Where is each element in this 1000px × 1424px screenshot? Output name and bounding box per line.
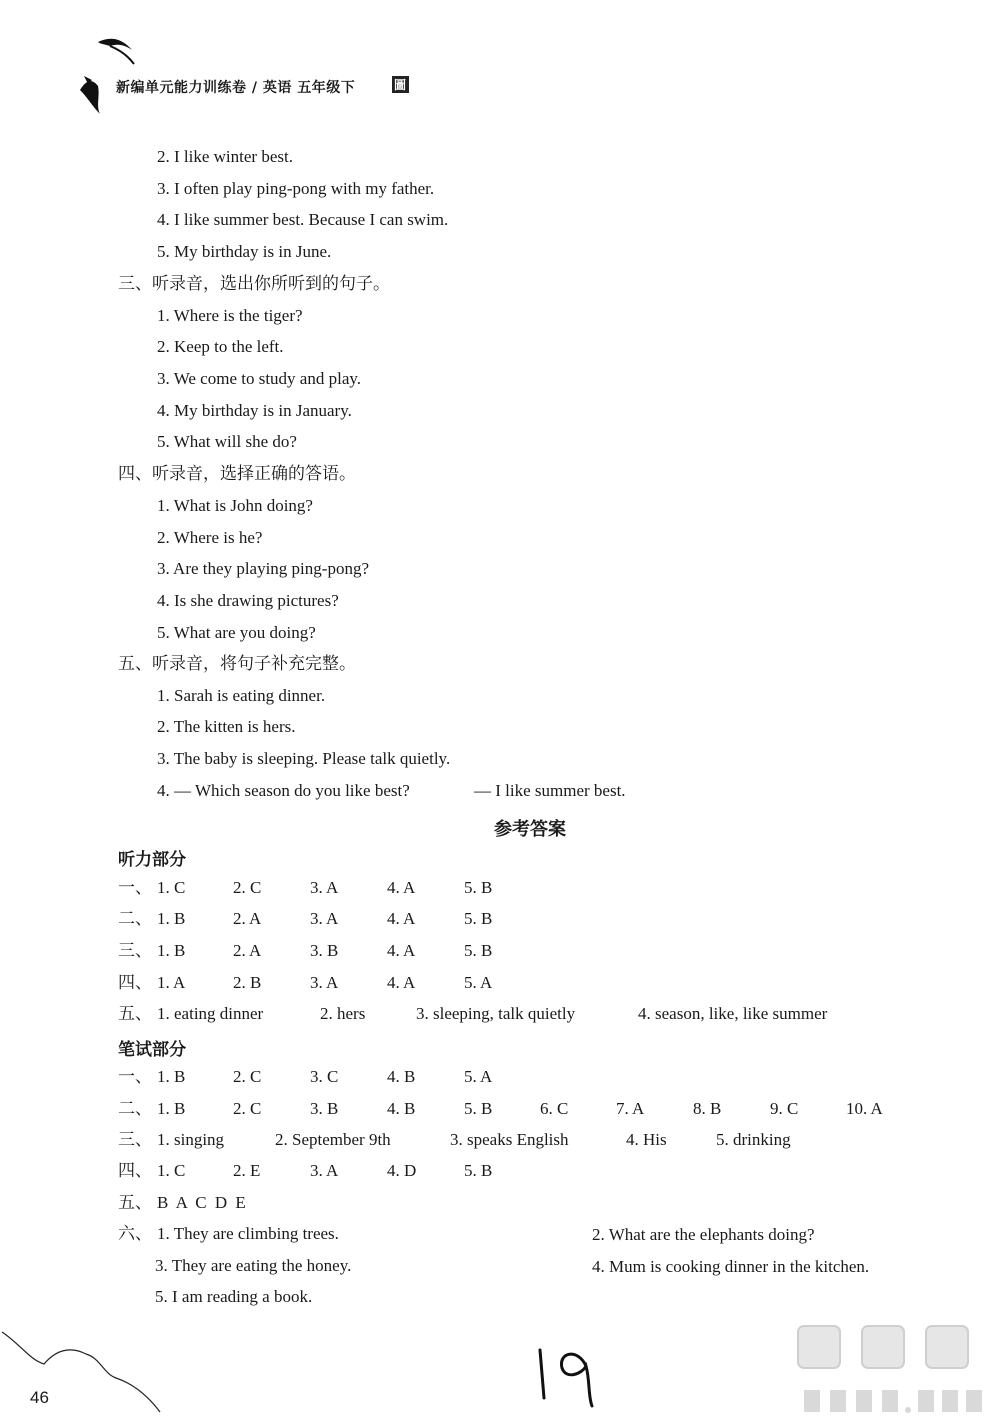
answer-cell: 1. They are climbing trees. [157,1224,339,1243]
answer-cell: 1. eating dinner [157,1004,264,1023]
answer-cell: 1. A [157,973,186,992]
answer-cell: 4. A [387,909,416,928]
section-title: 四、听录音，选择正确的答语。 [118,464,356,483]
answer-cell: 2. September 9th [275,1130,391,1149]
answer-cell: 7. A [616,1099,645,1118]
answer-cell: 9. C [770,1099,799,1118]
answer-cell: 3. C [310,1067,339,1086]
list-item: 5. My birthday is in June. [157,242,332,261]
answer-cell: 2. hers [320,1004,366,1023]
answer-cell: 4. Mum is cooking dinner in the kitchen. [592,1257,870,1276]
answer-cell: B A C D E [157,1193,246,1212]
part-title-listening: 听力部分 [118,850,186,870]
answer-cell: 1. C [157,1161,186,1180]
row-label: 四、 [118,1161,152,1180]
answer-cell: 1. C [157,878,186,897]
list-item: 3. We come to study and play. [157,369,362,388]
answer-cell: 4. A [387,878,416,897]
answer-cell: 3. B [310,1099,339,1118]
answer-cell: 4. A [387,941,416,960]
list-item: 4. My birthday is in January. [157,401,352,420]
answer-cell: 5. A [464,1067,493,1086]
answer-cell: 3. A [310,909,339,928]
section-title: 三、听录音，选出你所听到的句子。 [118,274,390,293]
answer-cell: 4. B [387,1067,416,1086]
answer-cell: 2. A [233,909,262,928]
answer-cell: 2. C [233,1067,262,1086]
list-item: 5. What are you doing? [157,623,316,642]
section-title: 五、听录音，将句子补充完整。 [118,654,356,673]
answer-cell: 4. D [387,1161,417,1180]
row-label: 四、 [118,973,152,992]
answer-cell: 2. B [233,973,262,992]
answer-cell: 3. A [310,878,339,897]
answer-cell: 4. His [626,1130,667,1149]
page-number: 46 [30,1388,49,1407]
answer-cell: 6. C [540,1099,569,1118]
answer-cell: 4. season, like, like summer [638,1004,828,1023]
row-label: 六、 [118,1224,152,1243]
list-item: 5. What will she do? [157,432,297,451]
answer-cell: 5. I am reading a book. [155,1287,313,1306]
row-label: 五、 [118,1004,152,1023]
list-item: — I like summer best. [474,781,626,800]
answer-cell: 4. A [387,973,416,992]
list-item: 1. What is John doing? [157,496,313,515]
row-label: 三、 [118,941,152,960]
row-label: 三、 [118,1130,152,1149]
answer-cell: 8. B [693,1099,722,1118]
list-item: 2. The kitten is hers. [157,717,296,736]
decorative-swoosh [0,1320,170,1419]
list-item: 4. — Which season do you like best? [157,781,410,800]
answer-cell: 5. B [464,878,493,897]
row-label: 二、 [118,909,152,928]
answer-cell: 2. A [233,941,262,960]
list-item: 3. The baby is sleeping. Please talk quietly. [157,749,451,768]
answer-cell: 1. B [157,1099,186,1118]
answers-title: 参考答案 [494,819,566,840]
row-label: 二、 [118,1099,152,1118]
list-item: 2. Where is he? [157,528,263,547]
answer-cell: 3. speaks English [450,1130,569,1149]
answer-cell: 2. What are the elephants doing? [592,1225,815,1244]
header-title: 新编单元能力训练卷 / 英语 五年级下 [116,80,356,96]
list-item: 1. Where is the tiger? [157,306,303,325]
answer-cell: 1. B [157,909,186,928]
answer-cell: 3. They are eating the honey. [155,1256,352,1275]
answer-cell: 5. B [464,1161,493,1180]
list-item: 4. I like summer best. Because I can swim. [157,210,449,229]
list-item: 2. I like winter best. [157,147,293,166]
list-item: 3. I often play ping-pong with my father. [157,179,435,198]
answer-cell: 1. B [157,941,186,960]
answer-cell: 1. B [157,1067,186,1086]
answer-cell: 5. drinking [716,1130,791,1149]
answer-cell: 2. C [233,1099,262,1118]
list-item: 1. Sarah is eating dinner. [157,686,326,705]
answer-cell: 4. B [387,1099,416,1118]
answer-cell: 3. A [310,1161,339,1180]
answer-cell: 10. A [846,1099,883,1118]
answer-cell: 5. A [464,973,493,992]
answer-cell: 1. singing [157,1130,225,1149]
list-item: 4. Is she drawing pictures? [157,591,339,610]
answer-cell: 5. B [464,941,493,960]
answer-cell: 3. sleeping, talk quietly [416,1004,576,1023]
row-label: 一、 [118,1067,152,1086]
part-title-written: 笔试部分 [118,1040,186,1060]
list-item: 3. Are they playing ping-pong? [157,559,369,578]
answer-cell: 5. B [464,909,493,928]
answer-cell: 3. A [310,973,339,992]
answer-cell: 3. B [310,941,339,960]
handwritten-mark [530,1340,610,1410]
answer-cell: 2. C [233,878,262,897]
row-label: 五、 [118,1193,152,1212]
list-item: 2. Keep to the left. [157,337,284,356]
watermark [790,1320,1000,1419]
answer-cell: 2. E [233,1161,261,1180]
header-badge: 圖 [394,78,407,92]
row-label: 一、 [118,878,152,897]
answer-cell: 5. B [464,1099,493,1118]
header-bird-icon [70,30,150,120]
